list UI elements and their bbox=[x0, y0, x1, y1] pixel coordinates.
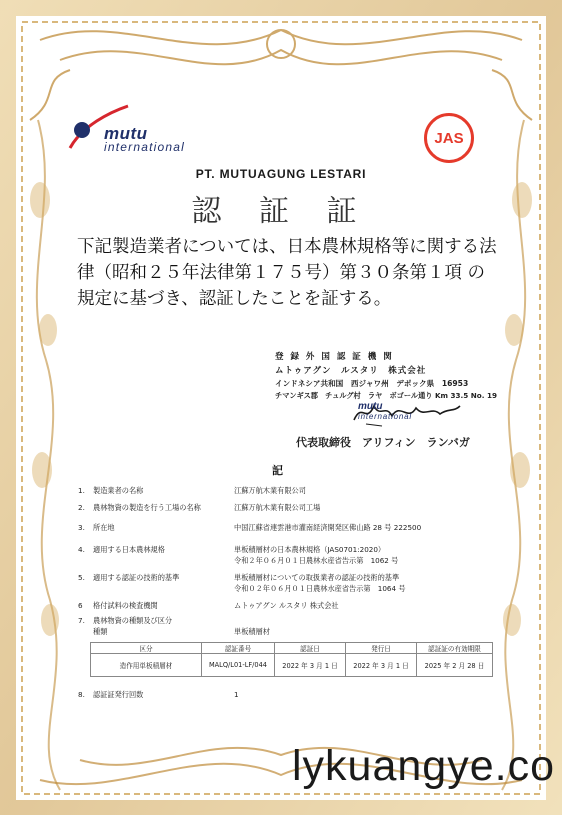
product-table bbox=[90, 642, 493, 677]
certificate-statement: 下記製造業者については、日本農林規格等に関する法律（昭和２５年法律第１７５号）第３０条第１項 の規定に基づき、認証したことを証する。 bbox=[77, 237, 497, 309]
table-cell: 2022 年 3 月 1 日 bbox=[275, 654, 346, 677]
representative-title: 代表取締役 アリフィン ランバガ bbox=[296, 436, 470, 449]
item-value: 中国江蘇省連雲港市灌南経済開発区佛山路 28 号 222500 bbox=[234, 523, 422, 532]
certificate-title: 認 証 証 bbox=[191, 194, 371, 229]
issuer-type: 登 録 外 国 認 証 機 関 bbox=[275, 352, 394, 362]
item-value: 単板積層材についての取扱業者の認証の技術的基準 bbox=[234, 573, 400, 582]
table-header: 認証日 bbox=[275, 643, 346, 654]
item-label: 認証証発行回数 bbox=[93, 690, 144, 699]
item-number: 8. bbox=[78, 690, 85, 699]
item-number: 7. bbox=[78, 616, 85, 625]
table-header: 認証証の有効期限 bbox=[417, 643, 493, 654]
table-cell: 2025 年 2 月 28 日 bbox=[417, 654, 493, 677]
signature-logo: mutu bbox=[358, 401, 383, 412]
item-value: 単板積層材 bbox=[234, 627, 270, 636]
jas-mark: JAS bbox=[424, 113, 474, 163]
item-value: 江蘇万航木業有限公司 bbox=[234, 486, 306, 495]
table-header-row bbox=[91, 643, 493, 654]
issuer-address-1: インドネシア共和国 西ジャワ州 デポック県 16953 bbox=[275, 379, 469, 388]
item-value: ムトゥアグン ルスタリ 株式会社 bbox=[234, 601, 339, 610]
table-cell: 造作用単板積層材 bbox=[91, 654, 202, 677]
section-mark: 記 bbox=[272, 464, 283, 477]
mutu-logo-text: mutu bbox=[104, 124, 148, 143]
item-number: 1. bbox=[78, 486, 85, 495]
item-value: 江蘇万航木業有限公司工場 bbox=[234, 503, 321, 512]
issuer-address-2: チマンギス郡 チュルグ村 ラヤ ボゴール通り Km 33.5 No. 19 bbox=[275, 391, 497, 400]
signature-logo-subtitle: international bbox=[358, 412, 412, 421]
item-number: 4. bbox=[78, 545, 85, 554]
item-label: 格付試料の検査機関 bbox=[93, 601, 158, 610]
table-header: 発行日 bbox=[346, 643, 417, 654]
table-header: 区分 bbox=[91, 643, 202, 654]
item-number: 5. bbox=[78, 573, 85, 582]
table-header: 認証番号 bbox=[202, 643, 275, 654]
table-cell: 2022 年 3 月 1 日 bbox=[346, 654, 417, 677]
item-label: 適用する認証の技術的基準 bbox=[93, 573, 180, 582]
item-value-2: 令和２年０６月０１日農林水産省告示第 1062 号 bbox=[234, 556, 399, 565]
item-label: 適用する日本農林規格 bbox=[93, 545, 165, 554]
item-number: 2. bbox=[78, 503, 85, 512]
mutu-logo-subtitle: international bbox=[104, 140, 185, 154]
item-value: 1 bbox=[234, 690, 239, 699]
item-label: 所在地 bbox=[93, 523, 115, 532]
item-value-2: 令和０２年０６月０１日農林水産省告示第 1064 号 bbox=[234, 584, 406, 593]
item-label: 製造業者の名称 bbox=[93, 486, 144, 495]
issuer-name: ムトゥアグン ルスタリ 株式会社 bbox=[275, 366, 427, 376]
company-name: PT. MUTUAGUNG LESTARI bbox=[195, 167, 367, 181]
item-label: 農林物資の製造を行う工場の名称 bbox=[93, 503, 201, 512]
table-cell: MALQ/L01-LF/044 bbox=[202, 654, 275, 677]
table-row bbox=[91, 654, 493, 677]
item-value: 単板積層材の日本農林規格（JAS0701:2020） bbox=[234, 545, 386, 554]
item-label: 農林物資の種類及び区分 bbox=[93, 616, 173, 625]
watermark-text: lykuangye.co bbox=[292, 742, 555, 790]
item-number: 3. bbox=[78, 523, 85, 532]
item-label-2: 種類 bbox=[93, 627, 108, 636]
item-number: 6 bbox=[78, 601, 83, 610]
